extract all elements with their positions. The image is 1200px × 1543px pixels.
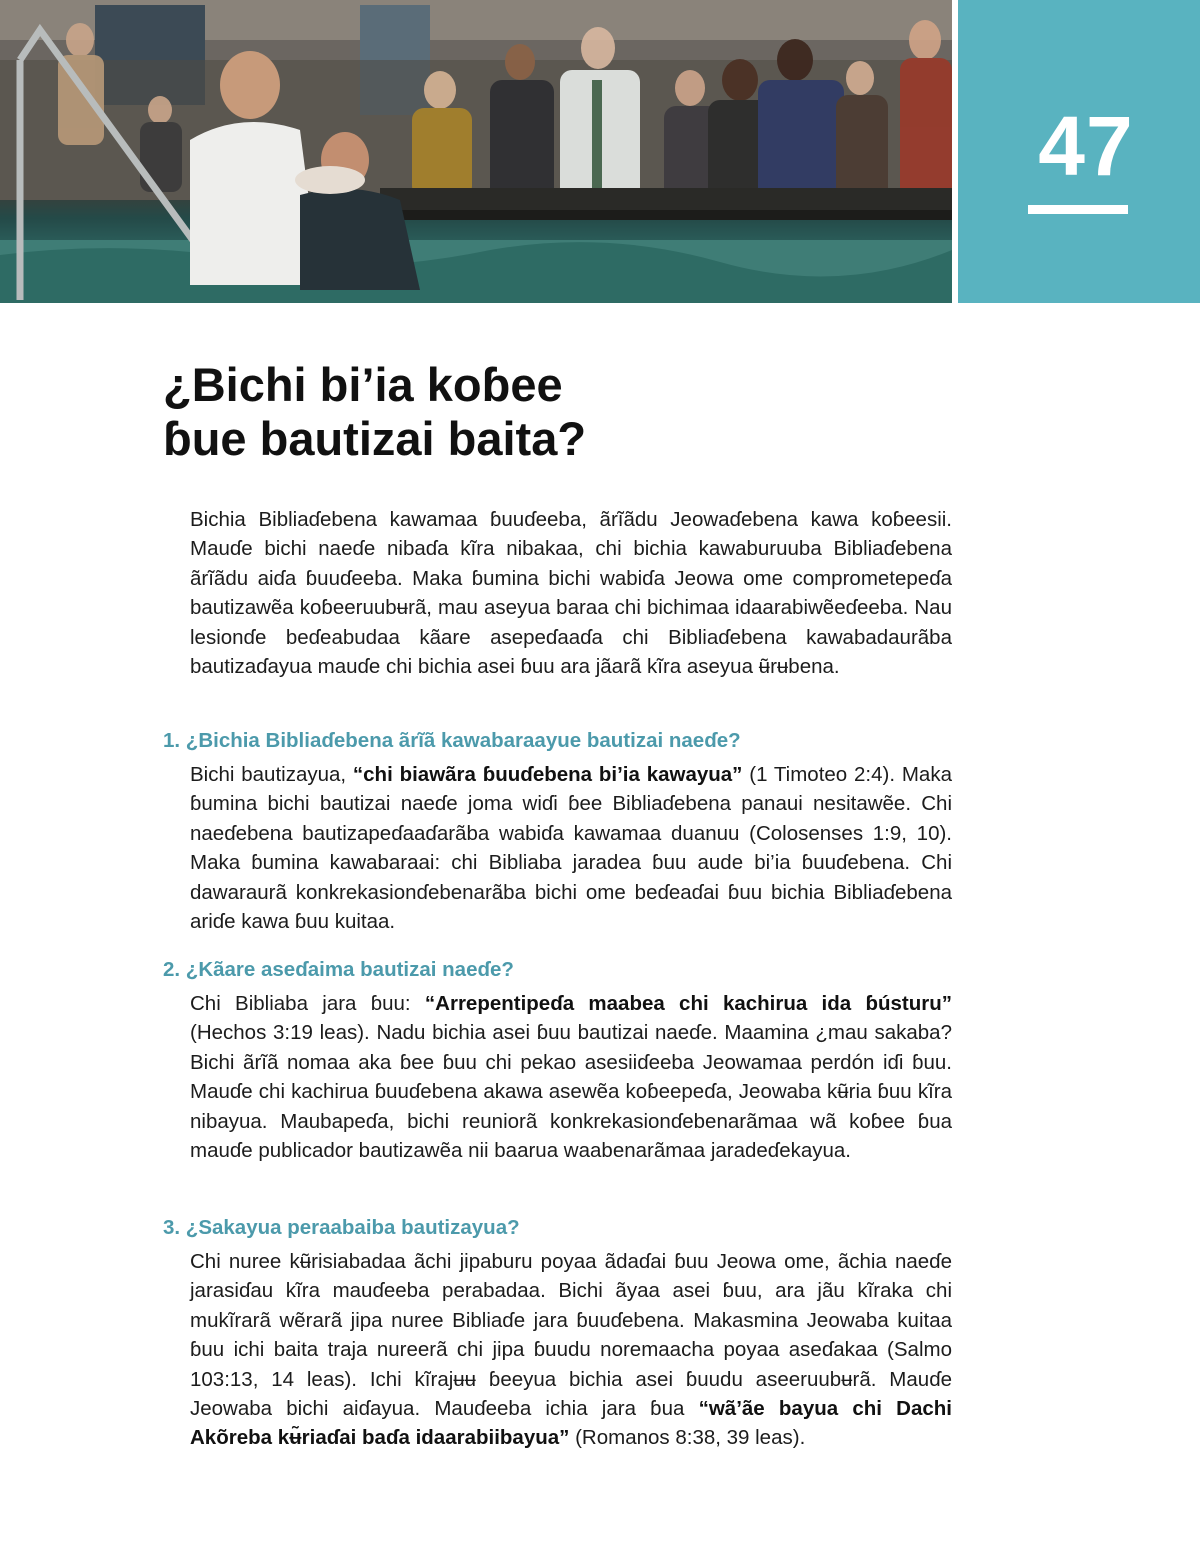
question-body-1 <box>190 760 952 936</box>
question-body-3-lead: Chi nuree kʉ̃risiabadaa ãchi jipaburu poyaa ãdaɗai ɓuu Jeowa ome, ãchia naeɗe jarasiɗau kĩra mauɗeeba perabadaa. Bichi ãyaa asei ɓuu, ara jãu kĩraka chi mukĩrarã wẽrarã jipa nuree Bibliaɗe jara ɓuuɗebena. Makasmina Jeowaba kuitaa ɓuu ichi baita traja nureerã chi jipa ɓuudu noremaacha poyaa aseɗakaa (Salmo 103:13, 14 leas). Ichi kĩrajʉʉ ɓeeyua bichia asei ɓuudu aseeruubʉrã. Mauɗe Jeowaba bichi aiɗayua. Mauɗeeba ichia jara ɓua <box>190 1250 952 1421</box>
question-section-1 <box>163 726 952 936</box>
question-heading-2: 2. ¿Kãare aseɗaima bautizai naeɗe? <box>163 958 514 981</box>
baptism-photo-illustration <box>0 0 952 303</box>
question-body-2-quote: “Arrepentipeɗa maabea chi kachirua ida ɓústuru” <box>424 992 952 1015</box>
lesson-number-panel <box>958 0 1200 303</box>
baptism-photo <box>0 0 952 303</box>
question-body-1-quote: “chi biawãra ɓuuɗebena bi’ia kawayua” <box>352 763 743 786</box>
lesson-title <box>163 358 923 466</box>
lesson-number: 47 <box>1038 99 1134 193</box>
lesson-title-line-2: ɓue bautizai baita? <box>163 412 587 465</box>
lesson-title-line-1: ¿Bichi bi’ia koɓee <box>163 358 563 411</box>
question-body-3 <box>190 1247 952 1453</box>
question-heading-3: 3. ¿Sakayua peraabaiba bautizayua? <box>163 1216 520 1239</box>
question-section-3 <box>163 1213 952 1453</box>
question-section-2 <box>163 955 952 1165</box>
question-body-3-rest: (Romanos 8:38, 39 leas). <box>569 1426 806 1450</box>
question-body-2-lead: Chi Bibliaba jara ɓuu: <box>190 992 425 1015</box>
question-body-1-rest: (1 Timoteo 2:4). Maka ɓumina bichi bautizai naeɗe joma wiɗi ɓee Bibliaɗebena panaui nesitawẽe. Chi naeɗebena bautizapeɗaaɗarãba wabiɗa kawamaa duanuu (Colosenses 1:9, 10). Maka ɓumina kawabaraai: chi Bibliaba jaradea ɓuu aude bi’ia ɓuuɗebena. Chi dawaraurã konkrekasionɗebenarãba bichi ome beɗeaɗai ɓuu bichia Bibliaɗebena ariɗe kawa ɓuu kuitaa. <box>190 763 952 934</box>
question-heading-1: 1. ¿Bichia Bibliaɗebena ãrĩã kawabaraayue bautizai naeɗe? <box>163 729 741 752</box>
lesson-number-underline <box>1028 205 1128 214</box>
intro-paragraph: Bichia Bibliaɗebena kawamaa ɓuuɗeeba, ãrĩãdu Jeowaɗebena kawa koɓeesii. Mauɗe bichi naeɗe nibaɗa kĩra nibakaa, chi bichia kawaburuuba Bibliaɗebena ãrĩãdu aiɗa ɓuuɗeeba. Maka ɓumina bichi wabiɗa Jeowa ome comprometepeɗa bautizawẽa koɓeeruubʉrã, mau aseyua baraa chi bichimaa idaarabiwẽeɗeeba. Nau lesionɗe beɗeabudaa kãare asepeɗaaɗa chi Bibliaɗebena kawabadaurãba bautizaɗayua mauɗe chi bichia asei ɓuu ara jãarã kĩra aseyua ʉ̃rʉbena. <box>190 508 952 679</box>
question-body-3-quote: “wã’ãe bayua chi Dachi Akõreba kʉ̃riaɗai baɗa idaarabiibayua” <box>190 1397 952 1450</box>
question-body-2 <box>190 989 952 1165</box>
question-body-2-rest: (Hechos 3:19 leas). Nadu bichia asei ɓuu bautizai naeɗe. Maamina ¿mau sakaba? Bichi ãrĩã nomaa aka ɓee ɓuu chi pekao asesiiɗeeba Jeowamaa perdón iɗi ɓuu. Mauɗe chi kachirua ɓuuɗebena akawa asewẽa koɓeepeɗa, Jeowaba kʉ̃ria ɓuu kĩra nibayua. Maubapeɗa, bichi reuniorã konkrekasionɗebenarãmaa wã koɓee ɓua mauɗe publicador bautizawẽa nii baarua waabenarãmaa jaradeɗekayua. <box>190 1021 952 1163</box>
question-body-1-lead: Bichi bautizayua, <box>190 763 353 786</box>
